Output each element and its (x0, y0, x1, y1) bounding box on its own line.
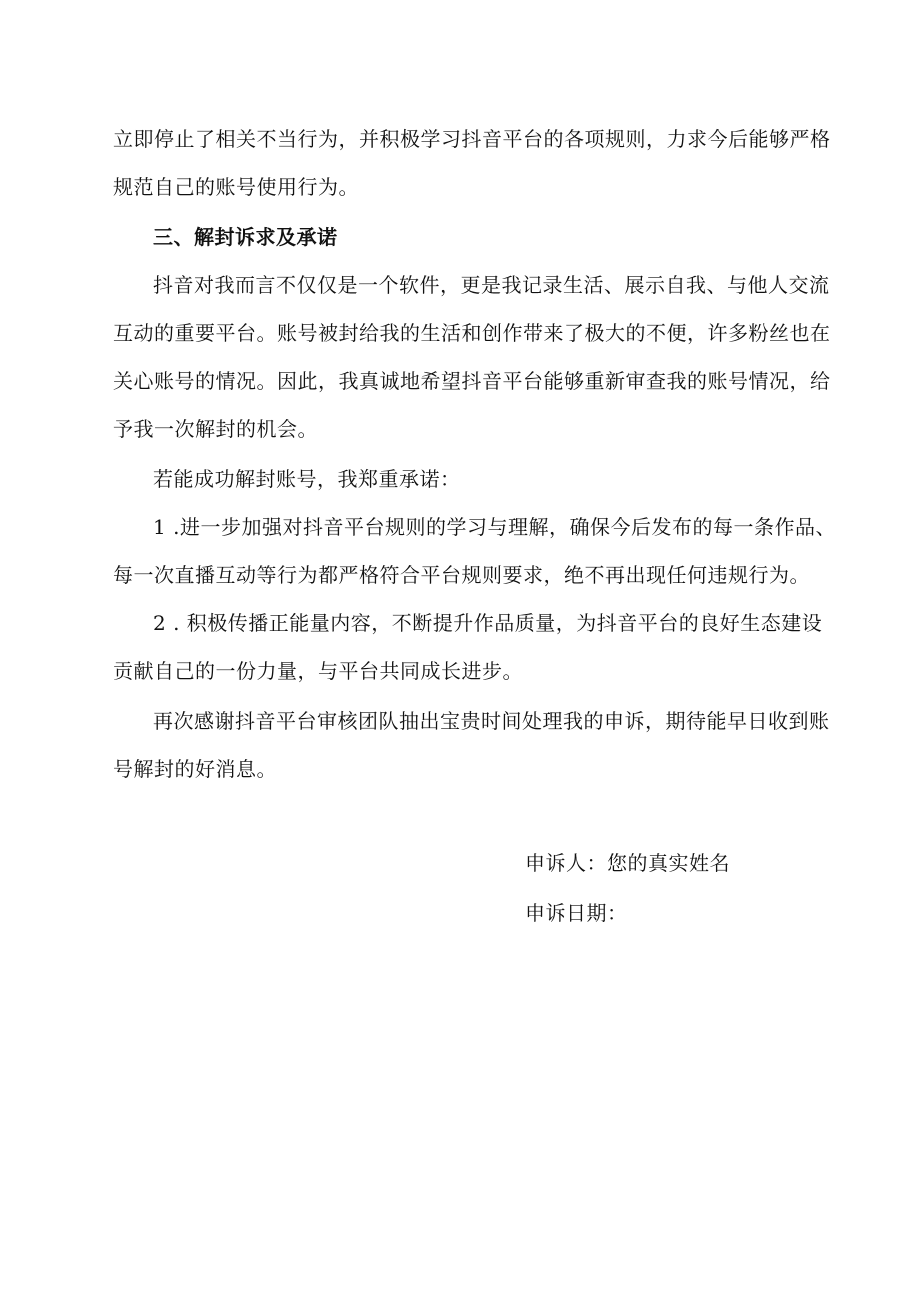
paragraph-importance-line-3: 关心账号的情况。因此，我真诚地希望抖音平台能够重新审查我的账号情况，给 (113, 369, 831, 393)
promise-2-line-2: 贡献自己的一份力量，与平台共同成长进步。 (113, 659, 523, 683)
signature-appellant: 申诉人：您的真实姓名 (525, 851, 730, 875)
promise-2-line-1: 2 . 积极传播正能量内容，不断提升作品质量，为抖音平台的良好生态建设 (153, 611, 823, 635)
signature-date: 申诉日期： (525, 901, 628, 925)
promise-1-line-1: 1 .进一步加强对抖音平台规则的学习与理解，确保今后发布的每一条作品、 (153, 515, 836, 539)
closing-line-1: 再次感谢抖音平台审核团队抽出宝贵时间处理我的申诉，期待能早日收到账 (153, 709, 830, 733)
paragraph-importance-line-4: 予我一次解封的机会。 (113, 417, 318, 441)
paragraph-importance-line-2: 互动的重要平台。账号被封给我的生活和创作带来了极大的不便，许多粉丝也在 (113, 321, 831, 345)
paragraph-conduct-line-1: 立即停止了相关不当行为，并积极学习抖音平台的各项规则，力求今后能够严格 (113, 127, 831, 151)
paragraph-conduct-line-2: 规范自己的账号使用行为。 (113, 175, 359, 199)
closing-line-2: 号解封的好消息。 (113, 757, 277, 781)
section-heading: 三、解封诉求及承诺 (153, 225, 338, 249)
promise-intro: 若能成功解封账号，我郑重承诺： (153, 467, 461, 491)
paragraph-importance-line-1: 抖音对我而言不仅仅是一个软件，更是我记录生活、展示自我、与他人交流 (153, 273, 830, 297)
promise-1-line-2: 每一次直播互动等行为都严格符合平台规则要求，绝不再出现任何违规行为。 (113, 563, 810, 587)
